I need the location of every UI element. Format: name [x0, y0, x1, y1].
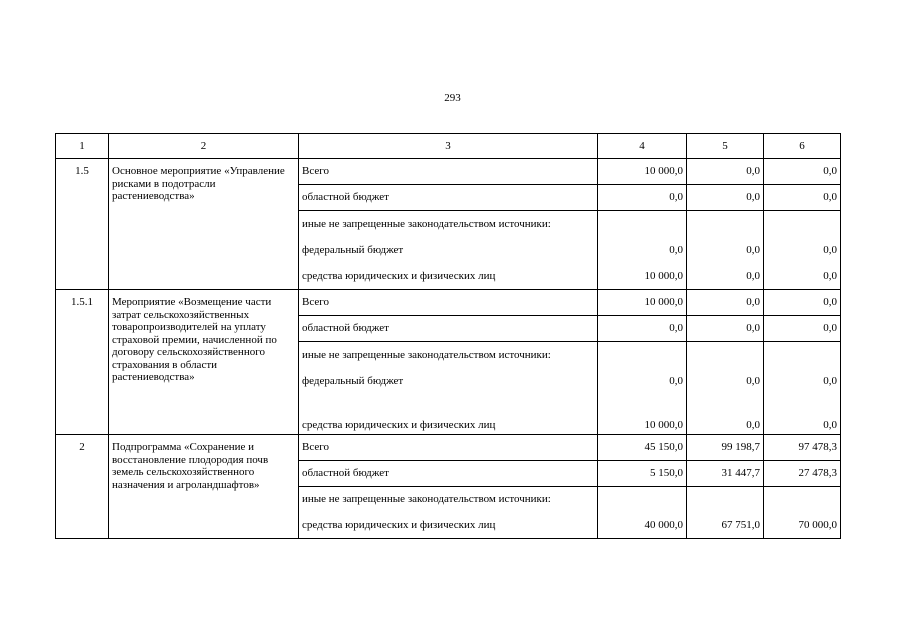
source-cell: иные не запрещенные законодательством источники:: [299, 211, 598, 238]
source-cell: областной бюджет: [299, 185, 598, 211]
row-number: 1.5: [56, 159, 109, 290]
source-cell: Всего: [299, 159, 598, 185]
source-cell: Всего: [299, 290, 598, 316]
value-cell: 0,0: [764, 185, 841, 211]
value-cell: 0,0: [764, 316, 841, 342]
value-cell: 0,0: [764, 395, 841, 435]
value-cell: [598, 487, 687, 513]
page-number: 293: [444, 92, 461, 104]
source-cell: федеральный бюджет: [299, 238, 598, 264]
table-row: [56, 290, 841, 316]
value-cell: 0,0: [687, 395, 764, 435]
header-row: [56, 134, 841, 159]
source-cell: иные не запрещенные законодательством источники:: [299, 487, 598, 513]
source-cell: иные не запрещенные законодательством источники:: [299, 342, 598, 369]
value-cell: 10 000,0: [598, 395, 687, 435]
value-cell: 70 000,0: [764, 513, 841, 539]
value-cell: 45 150,0: [598, 435, 687, 461]
value-cell: 0,0: [764, 290, 841, 316]
value-cell: 0,0: [598, 238, 687, 264]
column-header: 2: [109, 134, 299, 159]
value-cell: 0,0: [687, 185, 764, 211]
value-cell: [687, 487, 764, 513]
value-cell: 0,0: [687, 159, 764, 185]
value-cell: 0,0: [687, 238, 764, 264]
row-name: Мероприятие «Возмещение части затрат сельскохозяйственных товаропроизводителей на уплату страховой премии, начисленной по договору сельскохозяйственного страхования в области растениеводства»: [109, 290, 299, 435]
value-cell: [598, 342, 687, 369]
value-cell: 0,0: [764, 159, 841, 185]
value-cell: [687, 342, 764, 369]
source-cell: областной бюджет: [299, 461, 598, 487]
value-cell: 0,0: [598, 185, 687, 211]
value-cell: [764, 342, 841, 369]
value-cell: [764, 211, 841, 238]
value-cell: 10 000,0: [598, 290, 687, 316]
source-cell: Всего: [299, 435, 598, 461]
value-cell: 67 751,0: [687, 513, 764, 539]
value-cell: 0,0: [687, 290, 764, 316]
value-cell: 40 000,0: [598, 513, 687, 539]
value-cell: 5 150,0: [598, 461, 687, 487]
value-cell: 97 478,3: [764, 435, 841, 461]
row-number: 1.5.1: [56, 290, 109, 435]
row-name: Подпрограмма «Сохранение и восстановление плодородия почв земель сельскохозяйственного назначения и агроландшафтов»: [109, 435, 299, 539]
value-cell: 0,0: [598, 369, 687, 395]
value-cell: [687, 211, 764, 238]
source-cell: средства юридических и физических лиц: [299, 395, 598, 435]
value-cell: 0,0: [687, 264, 764, 290]
value-cell: 0,0: [764, 264, 841, 290]
column-header: 6: [764, 134, 841, 159]
value-cell: 27 478,3: [764, 461, 841, 487]
source-cell: федеральный бюджет: [299, 369, 598, 395]
column-header: 4: [598, 134, 687, 159]
value-cell: 31 447,7: [687, 461, 764, 487]
value-cell: [598, 211, 687, 238]
value-cell: [764, 487, 841, 513]
column-header: 3: [299, 134, 598, 159]
row-number: 2: [56, 435, 109, 539]
value-cell: 0,0: [764, 238, 841, 264]
table-row: [56, 435, 841, 461]
value-cell: 10 000,0: [598, 264, 687, 290]
value-cell: 99 198,7: [687, 435, 764, 461]
source-cell: областной бюджет: [299, 316, 598, 342]
column-header: 5: [687, 134, 764, 159]
value-cell: 10 000,0: [598, 159, 687, 185]
budget-table: [55, 133, 841, 539]
row-name: Основное мероприятие «Управление рисками в подотрасли растениеводства»: [109, 159, 299, 290]
value-cell: 0,0: [687, 316, 764, 342]
column-header: 1: [56, 134, 109, 159]
table-row: [56, 159, 841, 185]
source-cell: средства юридических и физических лиц: [299, 513, 598, 539]
source-cell: средства юридических и физических лиц: [299, 264, 598, 290]
value-cell: 0,0: [687, 369, 764, 395]
value-cell: 0,0: [598, 316, 687, 342]
value-cell: 0,0: [764, 369, 841, 395]
